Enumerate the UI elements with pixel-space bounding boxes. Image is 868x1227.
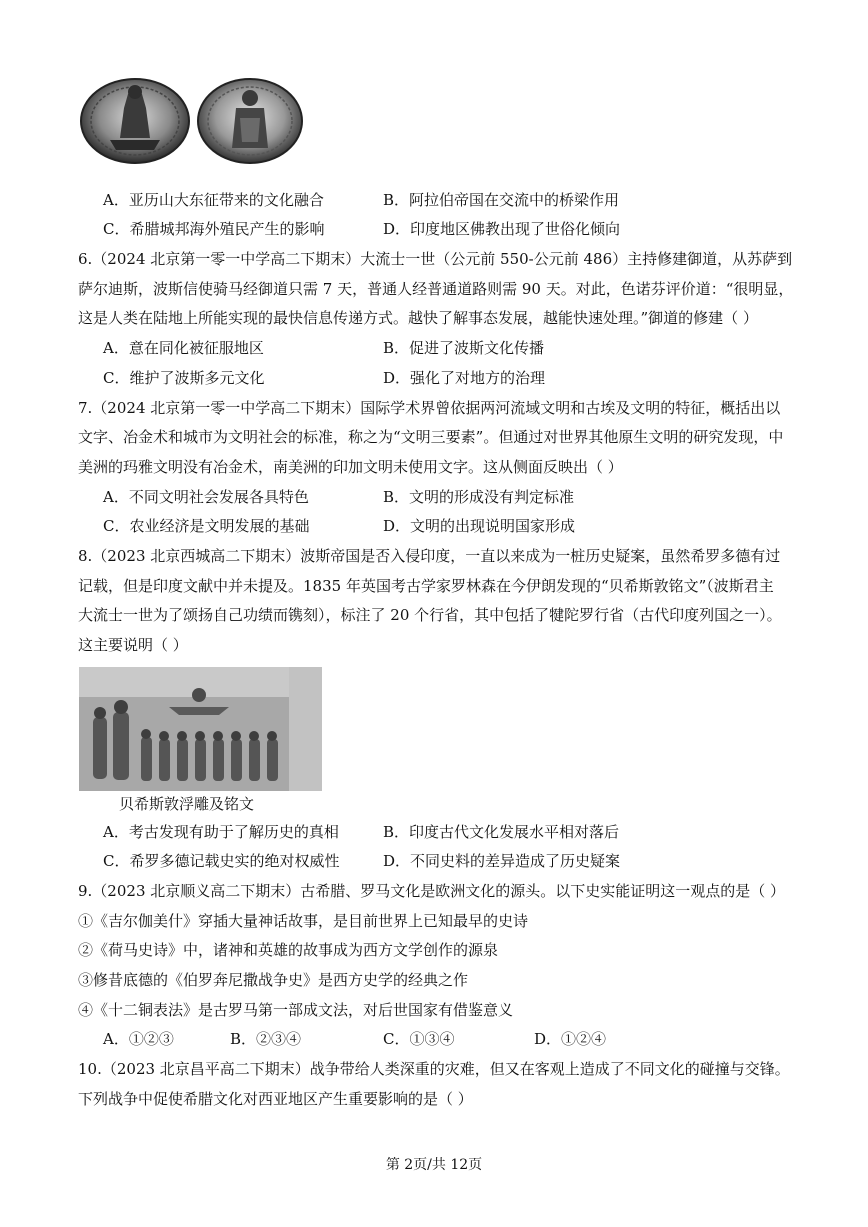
q6-stem-line-1: 6.（2024 北京第一零一中学高二下期末）大流士一世（公元前 550-公元前 486）主持修建御道，从苏萨到 xyxy=(78,250,793,268)
q5-option-b: B．阿拉伯帝国在交流中的桥梁作用 xyxy=(383,191,620,209)
behistun-relief-illustration xyxy=(79,667,322,791)
q9-option-c: C．①③④ xyxy=(383,1030,455,1048)
q8-stem-line-3: 大流士一世为了颂扬自己功绩而镌刻），标注了 20 个行省，其中包括了犍陀罗行省（古代印度列国之一）。 xyxy=(78,606,782,624)
q8-stem-line-4: 这主要说明（ ） xyxy=(78,636,188,654)
q5-option-a: A．亚历山大东征带来的文化融合 xyxy=(103,191,324,209)
page-footer: 第 2页/共 12页 xyxy=(385,1157,483,1173)
q8-option-d: D．不同史料的差异造成了历史疑案 xyxy=(383,852,621,870)
q9-option-b: B．②③④ xyxy=(230,1030,302,1048)
q8-stem-line-1: 8.（2023 北京西城高二下期末）波斯帝国是否入侵印度，一直以来成为一桩历史疑案，虽然希罗多德有过 xyxy=(78,547,781,565)
q9-item-2: ②《荷马史诗》中，诸神和英雄的故事成为西方文学创作的源泉 xyxy=(78,941,499,959)
q6-stem-line-2: 萨尔迪斯，波斯信使骑马经御道只需 7 天，普通人经普通道路则需 90 天。对此，色诺芬评价道：“很明显， xyxy=(78,280,794,298)
q9-option-d: D．①②④ xyxy=(534,1030,607,1048)
q7-option-a: A．不同文明社会发展各具特色 xyxy=(103,488,309,506)
q6-option-c: C．维护了波斯多元文化 xyxy=(103,369,265,387)
q10-stem-line-1: 10.（2023 北京昌平高二下期末）战争带给人类深重的灾难，但又在客观上造成了不同文化的碰撞与交锋。 xyxy=(78,1060,790,1078)
q8-option-a: A．考古发现有助于了解历史的真相 xyxy=(103,823,339,841)
q7-stem-line-1: 7.（2024 北京第一零一中学高二下期末）国际学术界曾依据两河流域文明和古埃及文明的特征，概括出以 xyxy=(78,399,781,417)
coin-right xyxy=(198,79,302,163)
q8-option-b: B．印度古代文化发展水平相对落后 xyxy=(383,823,620,841)
q5-option-c: C．希腊城邦海外殖民产生的影响 xyxy=(103,220,325,238)
coin-left xyxy=(81,79,189,163)
q9-item-3: ③修昔底德的《伯罗奔尼撒战争史》是西方史学的经典之作 xyxy=(78,971,469,989)
q7-option-b: B．文明的形成没有判定标准 xyxy=(383,488,575,506)
q8-option-c: C．希罗多德记载史实的绝对权威性 xyxy=(103,852,340,870)
q6-option-a: A．意在同化被征服地区 xyxy=(103,339,264,357)
q8-stem-line-2: 记载，但是印度文献中并未提及。1835 年英国考古学家罗林森在今伊朗发现的“贝希斯敦铭文”（波斯君主 xyxy=(78,577,774,595)
q6-stem-line-3: 这是人类在陆地上所能实现的最快信息传递方式。越快了解事态发展，越能快速处理。”御道的修建（ ） xyxy=(78,309,758,327)
q7-option-c: C．农业经济是文明发展的基础 xyxy=(103,517,310,535)
q7-stem-line-2: 文字、冶金术和城市为文明社会的标准，称之为“文明三要素”。但通过对世界其他原生文明的研究发现，中 xyxy=(78,428,784,446)
q5-option-d: D．印度地区佛教出现了世俗化倾向 xyxy=(383,220,621,238)
coins-image xyxy=(80,78,306,164)
behistun-relief-image xyxy=(79,667,322,791)
q9-stem: 9.（2023 北京顺义高二下期末）古希腊、罗马文化是欧洲文化的源头。以下史实能证明这一观点的是（ ） xyxy=(78,882,786,900)
relief-caption: 贝希斯敦浮雕及铭文 xyxy=(119,795,255,813)
q9-option-a: A．①②③ xyxy=(103,1030,174,1048)
q9-item-4: ④《十二铜表法》是古罗马第一部成文法，对后世国家有借鉴意义 xyxy=(78,1001,514,1019)
q6-option-b: B．促进了波斯文化传播 xyxy=(383,339,545,357)
q10-stem-line-2: 下列战争中促使希腊文化对西亚地区产生重要影响的是（ ） xyxy=(78,1090,473,1108)
q6-option-d: D．强化了对地方的治理 xyxy=(383,369,546,387)
q7-option-d: D．文明的出现说明国家形成 xyxy=(383,517,576,535)
q7-stem-line-3: 美洲的玛雅文明没有冶金术，南美洲的印加文明未使用文字。这从侧面反映出（ ） xyxy=(78,458,623,476)
q9-item-1: ①《吉尔伽美什》穿插大量神话故事，是目前世界上已知最早的史诗 xyxy=(78,912,529,930)
coins-illustration xyxy=(80,78,306,164)
